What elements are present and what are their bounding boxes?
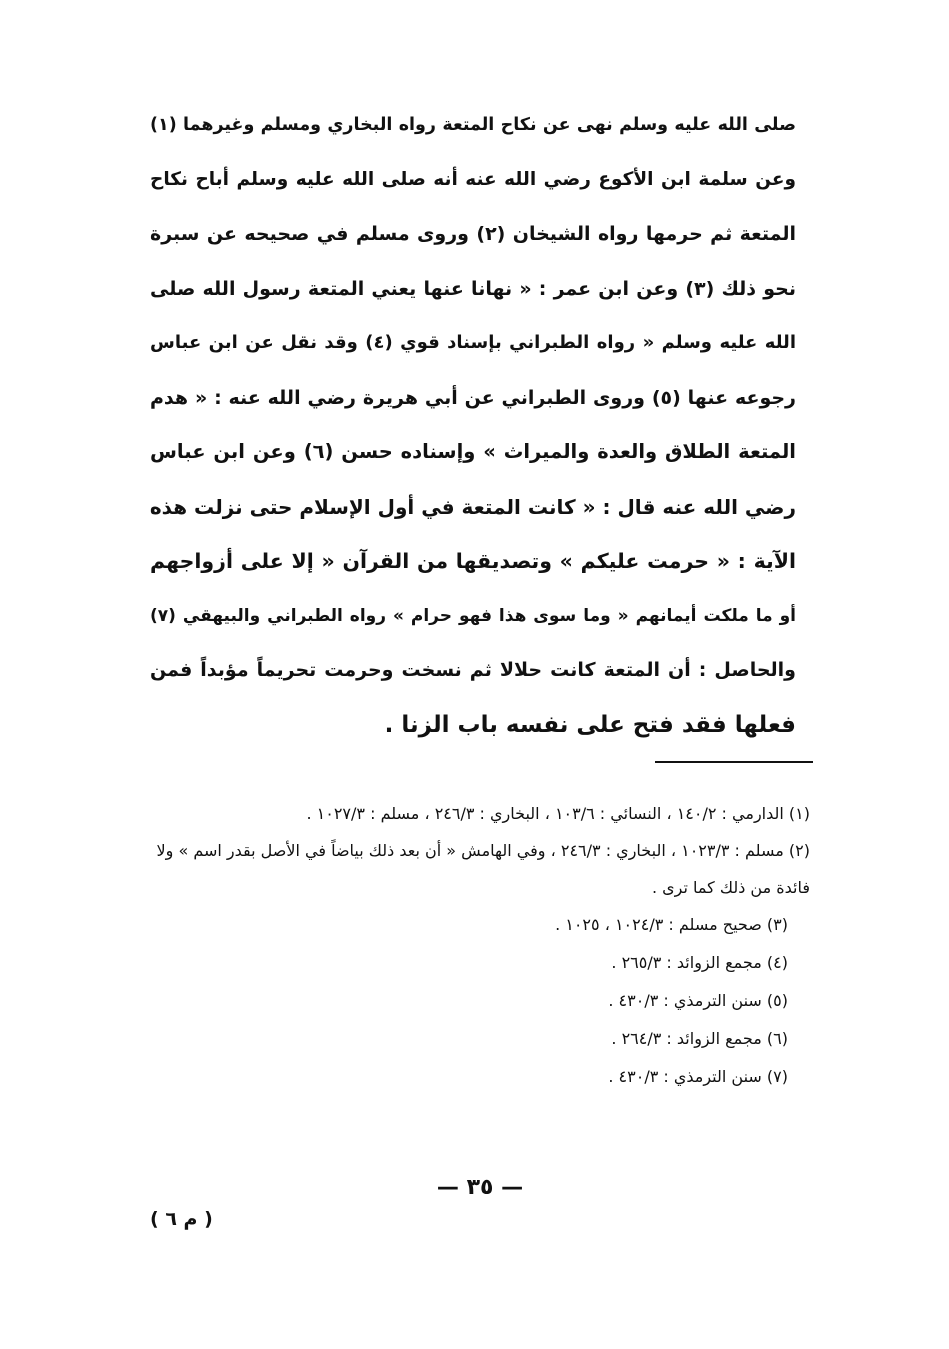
footnote-6: (٦) مجمع الزوائد : ٢٦٤/٣ . — [611, 1029, 788, 1048]
footnote-3: (٣) صحيح مسلم : ١٠٢٤/٣ ، ١٠٢٥ . — [555, 915, 788, 934]
footnote-7: (٧) سنن الترمذي : ٤٣٠/٣ . — [608, 1067, 788, 1086]
text-line: والحاصل : أن المتعة كانت حلالا ثم نسخت وحرمت تحريماً مؤبداً فمن — [150, 659, 796, 681]
page-number: — ٣٥ — — [436, 1175, 524, 1200]
text-line: صلى الله عليه وسلم نهى عن نكاح المتعة رواه البخاري ومسلم وغيرهما (١) — [150, 115, 796, 135]
text-line: أو ما ملكت أيمانهم « وما سوى هذا فهو حرام » رواه الطبراني والبيهقي (٧) — [150, 605, 796, 626]
signature-mark: ( م ٦ ) — [150, 1208, 213, 1230]
text-line: نحو ذلك (٣) وعن ابن عمر : « نهانا عنها يعني المتعة رسول الله صلى — [150, 277, 796, 300]
footnote-4: (٤) مجمع الزوائد : ٢٦٥/٣ . — [611, 953, 788, 972]
text-line: وعن سلمة ابن الأكوع رضي الله عنه أنه صلى الله عليه وسلم أباح نكاح — [150, 168, 796, 190]
text-line: الله عليه وسلم « رواه الطبراني بإسناد قوي (٤) وقد نقل عن ابن عباس — [150, 332, 796, 353]
footnote-1: (١) الدارمي : ١٤٠/٢ ، النسائي : ١٠٣/٦ ، البخاري : ٢٤٦/٣ ، مسلم : ١٠٢٧/٣ . — [306, 804, 810, 823]
text-line: المتعة ثم حرمها رواه الشيخان (٢) وروى مسلم في صحيحه عن سبرة — [150, 223, 796, 245]
text-line: الآية : « حرمت عليكم » وتصديقها من القرآن « إلا على أزواجهم — [150, 549, 796, 573]
footnote-2: (٢) مسلم : ١٠٢٣/٣ ، البخاري : ٢٤٦/٣ ، وفي الهامش « أن بعد ذلك بياضاً في الأصل بقدر اسم » ولا فائدة من ذلك كما ترى . — [156, 841, 810, 897]
footnotes — [150, 795, 810, 1096]
text-line: رجوعه عنها (٥) وروى الطبراني عن أبي هريرة رضي الله عنه : « هدم — [150, 386, 796, 409]
footnote-divider — [655, 761, 813, 763]
main-text — [150, 98, 796, 752]
text-line: المتعة الطلاق والعدة والميراث » وإسناده حسن (٦) وعن ابن عباس — [150, 440, 796, 463]
text-line: رضي الله عنه قال : « كانت المتعة في أول الإسلام حتى نزلت هذه — [149, 494, 796, 519]
footnote-5: (٥) سنن الترمذي : ٤٣٠/٣ . — [608, 991, 788, 1010]
text-line: فعلها فقد فتح على نفسه باب الزنا . — [384, 711, 796, 738]
